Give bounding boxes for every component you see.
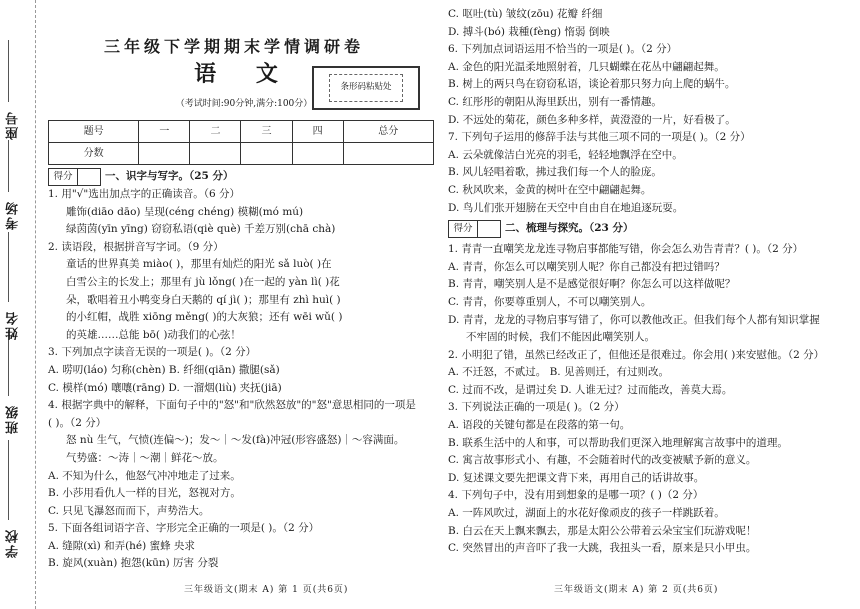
score-input-cell[interactable] — [241, 143, 292, 165]
question-line: 4. 下列句子中，没有用到想象的是哪一项？( )（2 分） — [448, 489, 704, 502]
question-line: A. 云朵就像洁白光亮的羽毛，轻轻地飘浮在空中。 — [448, 148, 683, 161]
question-line: C. 寓言故事形式小、有趣，不会随着时代的改变被赋予新的意义。 — [448, 454, 757, 467]
question-line: 雕饰(diāo dāo) 呈现(céng chéng) 模糊(mó mú) — [66, 205, 304, 218]
barcode-label: 条形码粘贴处 — [329, 74, 402, 102]
question-line: 3. 下列说法正确的一项是( )。（2 分） — [448, 401, 625, 414]
class-label: 班级 — [6, 404, 21, 434]
question-line: A. 一阵风吹过，湖面上的水花好像顽皮的孩子一样跳跃着。 — [448, 507, 725, 520]
score-table-cell: 一 — [139, 121, 190, 143]
question-line: B. 白云在天上飘来飘去，那是太阳公公带着云朵宝宝们玩游戏呢！ — [448, 524, 757, 537]
score-table-cell: 二 — [190, 121, 241, 143]
score-table-cell: 分数 — [49, 143, 139, 165]
seat-line — [8, 40, 9, 102]
score-input-cell[interactable] — [343, 143, 433, 165]
question-line: D. 复述课文要先把课文背下来，再用自己的话讲故事。 — [448, 471, 705, 484]
question-line: 的小红帽，战胜 xiōng měng( )的大灰狼；还有 wēi wǔ( ) — [66, 311, 343, 324]
question-line: B. 旋风(xuàn) 抱怨(kūn) 厉害 分裂 — [48, 557, 219, 570]
score-input-cell[interactable] — [190, 143, 241, 165]
question-line: 怒 nù 生气，气愤(连偏～)；发～｜～发(fà)冲冠(形容盛怒)｜～容满面。 — [66, 434, 405, 447]
question-line: D. 鸟儿们张开翅膀在天空中自由自在地追逐玩耍。 — [448, 201, 684, 214]
question-line: B. 联系生活中的人和事，可以帮助我们更深入地理解寓言故事中的道理。 — [448, 436, 788, 449]
page-footer: 三年级语文(期末 A) 第 1 页(共6页) — [184, 585, 349, 595]
section-title: 二、梳理与探究。（23 分） — [505, 222, 634, 235]
name-line — [8, 232, 9, 302]
score-input-cell[interactable] — [139, 143, 190, 165]
question-line: 朵，歌唱着丑小鸭变身白天鹅的 qí jì( )；那里有 zhì huì( ) — [66, 293, 341, 306]
score-table — [48, 120, 434, 165]
section-title: 一、识字与写字。（25 分） — [105, 170, 234, 183]
question-line: A. 金色的阳光温柔地照射着，几只蝴蝶在花丛中翩翩起舞。 — [448, 60, 725, 73]
question-line: A. 唠叨(láo) 匀称(chèn) B. 纤细(qiān) 撒腿(sǎ) — [48, 363, 280, 376]
score-box-blank[interactable] — [77, 169, 100, 185]
name-label: 姓名 — [6, 310, 21, 340]
question-line: ( )。（2 分） — [48, 416, 107, 429]
exam-room-line — [8, 140, 9, 192]
question-line: 7. 下列句子运用的修辞手法与其他三项不同的一项是( )。（2 分） — [448, 131, 751, 144]
question-line: 3. 下列加点字读音无误的一项是( )。（2 分） — [48, 346, 257, 359]
exam-room-label: 考场 — [6, 200, 21, 230]
page-1-questions — [48, 186, 436, 573]
score-box-label: 得分 — [453, 223, 473, 235]
question-line: A. 不知为什么，他怒气冲冲地走了过来。 — [48, 469, 241, 482]
score-table-cell: 总分 — [343, 121, 433, 143]
exam-title: 三年级下学期期末学情调研卷 — [103, 37, 364, 56]
question-line: 5. 下面各组词语字音、字形完全正确的一项是( )。（2 分） — [48, 522, 320, 535]
question-line: C. 只见飞瀑怒而而下，声势浩大。 — [48, 504, 210, 517]
question-line: 4. 根据字典中的解释，下面句子中的"怒"和"欣然怒放"的"怒"意思相同的一项是 — [48, 399, 416, 412]
seat-label: 座号 — [6, 110, 21, 140]
question-line: 1. 青青一直嘲笑龙龙连寻物启事都能写错，你会怎么劝告青青？( )。（2 分） — [448, 243, 804, 256]
score-box-label: 得分 — [53, 171, 73, 182]
question-line: 6. 下列加点词语运用不恰当的一项是( )。（2 分） — [448, 43, 678, 56]
score-input-cell[interactable] — [292, 143, 343, 165]
question-line: C. 过而不改，是谓过矣 D. 人谁无过？过而能改，善莫大焉。 — [448, 383, 733, 396]
score-table-cell: 四 — [292, 121, 343, 143]
question-line: A. 语段的关键句都是在段落的第一句。 — [448, 419, 631, 432]
score-table-cell: 三 — [241, 121, 292, 143]
page-2-questions-section-2 — [448, 241, 854, 558]
question-line: 2. 读语段，根据拼音写字词。（9 分） — [48, 240, 224, 253]
question-line: 不牢固的时候，我们不能因此嘲笑别人。 — [466, 331, 655, 344]
question-line: C. 秋风吹来，金黄的树叶在空中翩翩起舞。 — [448, 183, 652, 196]
binding-sidebar — [0, 0, 40, 609]
question-line: C. 红彤彤的朝阳从海里跃出，别有一番情趣。 — [448, 95, 662, 108]
question-line: 1. 用"√"选出加点字的正确读音。（6 分） — [48, 188, 240, 200]
barcode-area — [312, 66, 420, 110]
score-table-cell: 题号 — [49, 121, 139, 143]
page-2-questions — [448, 6, 854, 217]
question-line: C. 突然冒出的声音吓了我一大跳，我扭头一看，原来是只小甲虫。 — [448, 542, 757, 555]
page-footer: 三年级语文(期末 A) 第 2 页(共6页) — [554, 585, 719, 595]
question-line: 2. 小明犯了错，虽然已经改正了，但他还是很难过。你会用( )来安慰他。（2 分） — [448, 348, 825, 361]
question-line: B. 风儿轻唱着歌，拂过我们每一个人的脸庞。 — [448, 166, 662, 179]
question-line: C. 呕吐(tù) 皱纹(zōu) 花瓣 纤细 — [448, 8, 603, 20]
exam-info: （考试时间:90分钟,满分:100分） — [175, 99, 313, 109]
binding-dashed-line — [35, 0, 36, 609]
question-line: D. 搏斗(bó) 栽種(fèng) 惰弱 倒映 — [448, 25, 610, 38]
school-label: 学校 — [6, 528, 21, 558]
question-line: 的英雄……总能 bō( )动我们的心弦！ — [66, 328, 241, 341]
score-box-blank[interactable] — [477, 221, 500, 237]
question-line: D. 青青，龙龙的寻物启事写错了，你可以教他改正。但我们每个人都有知识掌握 — [448, 313, 820, 326]
question-line: 气势盛：～涛｜～潮｜鲜花～放。 — [66, 451, 224, 464]
question-line: B. 树上的两只鸟在窃窃私语，谈论着那只努力向上爬的蜗牛。 — [448, 78, 736, 91]
section-score-box — [48, 168, 101, 186]
school-line — [8, 440, 9, 520]
question-line: C. 青青，你要尊重别人，不可以嘲笑别人。 — [448, 295, 652, 308]
question-line: B. 小莎用看仇人一样的目光，怒视对方。 — [48, 487, 241, 500]
subject-title: 语 文 — [194, 61, 294, 87]
question-line: A. 缝隙(xì) 和弄(hé) 蜜蜂 央求 — [48, 539, 195, 552]
question-line: A. 不迁怒，不贰过。 B. 见善则迁，有过则改。 — [448, 366, 669, 379]
question-line: D. 不远处的菊花，颜色多种多样，黄澄澄的一片，好看极了。 — [448, 113, 736, 126]
section-score-box — [448, 220, 501, 238]
section-1-header — [48, 168, 436, 186]
question-line: B. 青青，嘲笑别人是不是感觉很好啊？你怎么可以这样做呢？ — [448, 278, 736, 291]
question-line: 白雪公主的长发上；那里有 jù lǒng( )在一起的 yàn lì( )花 — [66, 275, 340, 288]
question-line: C. 模样(mó) 嚷嚷(rāng) D. 一溜烟(liù) 夹抚(jiā) — [48, 381, 282, 394]
question-line: A. 青青，你怎么可以嘲笑别人呢？你自己都没有把过错吗？ — [448, 260, 725, 273]
question-line: 绿茵茵(yīn yīng) 窃窃私语(qiè què) 千差万别(chā chà) — [66, 223, 336, 236]
section-2-header — [448, 220, 854, 238]
question-line: 童话的世界真美 miào( )，那里有灿烂的阳光 sǎ luò( )在 — [66, 258, 332, 271]
